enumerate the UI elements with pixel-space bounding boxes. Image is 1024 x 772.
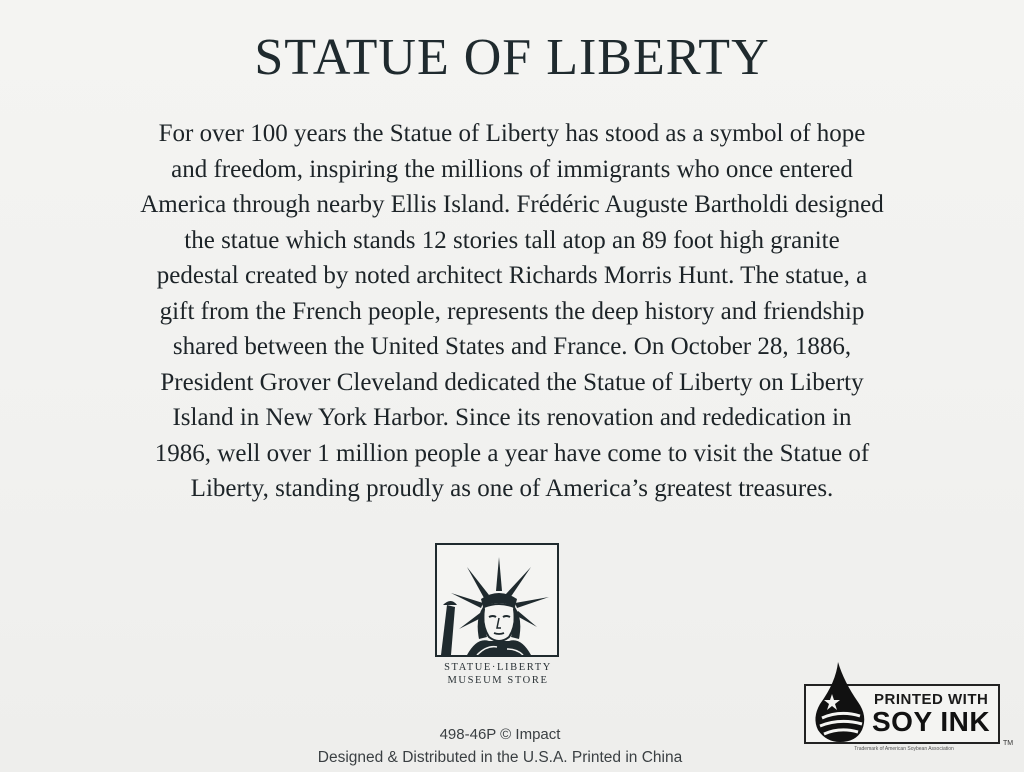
paragraph-line: pedestal created by noted architect Richards Morris Hunt. The statue, a — [156, 262, 868, 289]
paragraph-line: Island in New York Harbor. Since its renovation and rededication in — [172, 404, 852, 431]
soy-ink-badge — [804, 684, 1000, 744]
page-title: STATUE OF LIBERTY — [254, 29, 770, 86]
tm-mark: TM — [1003, 740, 1014, 747]
paragraph-line: shared between the United States and France. On October 28, 1886, — [172, 333, 852, 360]
soy-ink-label: SOY INK — [872, 706, 991, 737]
printed-with-label: PRINTED WITH — [874, 691, 989, 708]
soy-ink-drop-icon — [810, 660, 870, 744]
statue-of-liberty-head-icon — [437, 545, 557, 655]
logo-line-museum-store: MUSEUM STORE — [447, 675, 549, 686]
paragraph-line: gift from the French people, represents the deep history and friendship — [159, 297, 865, 325]
paragraph-line: and freedom, inspiring the millions of immigrants who once entered — [171, 155, 853, 183]
distribution-note: Designed & Distributed in the U.S.A. Printed in China — [317, 749, 683, 766]
logo-line-statue-liberty: STATUE·LIBERTY — [444, 662, 552, 673]
paragraph-line: 1986, well over 1 million people a year have come to visit the Statue of — [154, 439, 870, 467]
museum-store-logo — [435, 543, 559, 657]
paragraph-line: the statue which stands 12 stories tall atop an 89 foot high granite — [184, 226, 840, 254]
product-code: 498-46P © Impact — [439, 726, 561, 743]
paragraph-line: President Grover Cleveland dedicated the Statue of Liberty on Liberty — [160, 368, 864, 396]
trademark-note: Trademark of American Soybean Association — [854, 746, 954, 752]
paragraph-line: America through nearby Ellis Island. Frédéric Auguste Bartholdi designed — [140, 191, 884, 218]
paragraph-line: For over 100 years the Statue of Liberty has stood as a symbol of hope — [158, 120, 866, 147]
paragraph-line: Liberty, standing proudly as one of America’s greatest treasures. — [190, 475, 834, 502]
description-paragraph — [60, 116, 964, 507]
